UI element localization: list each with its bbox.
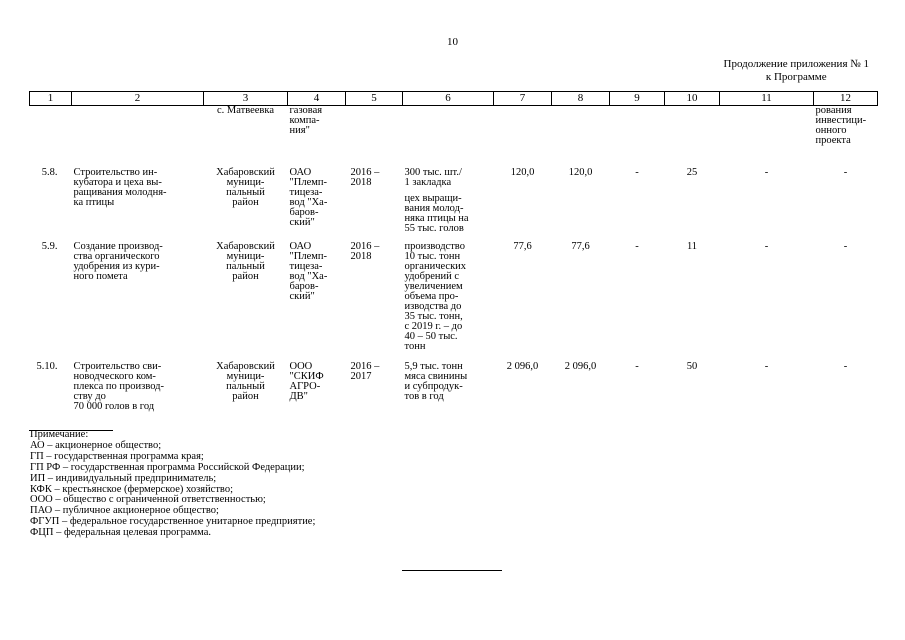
note-line: ГП – государственная программа края; (30, 450, 204, 462)
row-value-12: - (843, 361, 848, 372)
cell-line: 2017 (350, 371, 372, 382)
cell-line: район (232, 197, 259, 208)
cell-line: удобрений с (404, 271, 460, 282)
note-line: КФК – крестьянское (фермерское) хозяйство; (30, 483, 233, 495)
cell-line: Создание производ- (73, 241, 163, 252)
header-col-8: 8 (552, 92, 610, 106)
cell-line: 2018 (350, 177, 372, 188)
cell-line: онного (815, 125, 847, 136)
row-period (346, 146, 403, 234)
cell-line: цех выращи- (404, 193, 462, 204)
program-table (29, 91, 878, 412)
cell-line: 70 000 голов в год (73, 401, 155, 412)
row-value-12: - (843, 241, 848, 252)
cell-line: ский" (289, 291, 315, 302)
row-location (204, 352, 288, 412)
cell-line: ния" (289, 125, 310, 136)
header-col-12: 12 (814, 92, 878, 106)
cell-line: муници- (226, 371, 265, 382)
cell-line: тонн (404, 341, 426, 352)
cell-line: ращивания молодня- (73, 187, 167, 198)
cell-line: газовая (289, 105, 323, 116)
row-value-7: 2 096,0 (506, 361, 539, 372)
table-row (30, 146, 878, 234)
cell-line: район (232, 271, 259, 282)
cell-line: 55 тыс. голов (404, 223, 464, 234)
cell-line: пальный (226, 381, 265, 392)
cell-line: 300 тыс. шт./ (404, 167, 462, 178)
cell-line: баров- (289, 281, 319, 292)
carry-col1 (30, 106, 72, 147)
cell-line: вод "Ха- (289, 197, 328, 208)
note-line: ПАО – публичное акционерное общество; (30, 505, 219, 517)
header-row (30, 92, 878, 106)
row-result (403, 352, 494, 412)
cell-line: 10 тыс. тонн (404, 251, 461, 262)
cell-line: тицеза- (289, 187, 323, 198)
header-col-10: 10 (665, 92, 720, 106)
row-location (204, 146, 288, 234)
carry-col5 (346, 106, 403, 147)
header-col-7: 7 (494, 92, 552, 106)
cell-line: 5,9 тыс. тонн (404, 361, 463, 372)
cell-line: изводства до (404, 301, 462, 312)
cell-line: с 2019 г. – до (404, 321, 463, 332)
cell-line: "СКИФ (289, 371, 324, 382)
row-executor (288, 234, 346, 352)
cell-line: няка птицы на (404, 213, 469, 224)
carry-col7 (494, 106, 552, 147)
cell-line: муници- (226, 251, 265, 262)
cell-line: "Племп- (289, 177, 328, 188)
row-period (346, 352, 403, 412)
cell-line: ОАО (289, 167, 312, 178)
cell-line: "Племп- (289, 251, 328, 262)
cell-line: тицеза- (289, 261, 323, 272)
cell-line: ский" (289, 217, 315, 228)
cell-line: и субпродук- (404, 381, 463, 392)
cell-line: инвестици- (815, 115, 867, 126)
row-value-11: - (764, 361, 769, 372)
cell-line: объема про- (404, 291, 459, 302)
row-value-11: - (764, 241, 769, 252)
header-col-9: 9 (610, 92, 665, 106)
carry-col10 (665, 106, 720, 147)
row-value-10: 25 (686, 167, 698, 178)
row-name (72, 146, 204, 234)
cell-line: органических (404, 261, 467, 272)
note-line: ФГУП – федеральное государственное унитарное предприятие; (30, 516, 316, 528)
cell-line: кубатора и цеха вы- (73, 177, 162, 188)
cell-line: Строительство ин- (73, 167, 158, 178)
carry-col12 (814, 106, 878, 147)
carry-col6 (403, 106, 494, 147)
cell-line: район (232, 391, 259, 402)
cell-line: Хабаровский (216, 167, 275, 178)
cell-line: пальный (226, 187, 265, 198)
page-bottom-divider (402, 570, 502, 571)
continuation-line-2: к Программе (765, 71, 827, 83)
row-executor (288, 352, 346, 412)
carry-location: с. Матвеевка (216, 105, 274, 116)
row-name (72, 352, 204, 412)
row-period (346, 234, 403, 352)
cell-line: производство (404, 241, 465, 252)
cell-line: рования (815, 105, 852, 116)
row-location (204, 234, 288, 352)
row-result (403, 146, 494, 234)
carry-col9 (610, 106, 665, 147)
cell-line: увеличением (404, 281, 463, 292)
row-value-9: - (635, 361, 639, 372)
table-row (30, 352, 878, 412)
note-line: ГП РФ – государственная программа Российской Федерации; (30, 461, 305, 473)
notes-title: Примечание: (30, 429, 89, 440)
row-value-9: - (635, 167, 639, 178)
cell-line: баров- (289, 207, 319, 218)
cell-line: 2018 (350, 251, 372, 262)
row-number: 5.10. (36, 361, 58, 372)
cell-line: ООО (289, 361, 313, 372)
cell-line: АГРО- (289, 381, 321, 392)
cell-line: удобрения из кури- (73, 261, 160, 272)
carryover-row (30, 106, 878, 147)
cell-line: вания молод- (404, 203, 464, 214)
row-result (403, 234, 494, 352)
row-value-11: - (764, 167, 769, 178)
page-number: 10 (447, 36, 458, 48)
cell-line: вод "Ха- (289, 271, 328, 282)
cell-line: Хабаровский (216, 241, 275, 252)
continuation-line-1: Продолжение приложения № 1 (723, 58, 869, 70)
note-line: ФЦП – федеральная целевая программа. (30, 527, 212, 539)
cell-line: 2016 – (350, 241, 380, 252)
row-name (72, 234, 204, 352)
header-col-5: 5 (346, 92, 403, 106)
carry-col2 (72, 106, 204, 147)
header-col-1: 1 (30, 92, 72, 106)
cell-line: Хабаровский (216, 361, 275, 372)
row-number: 5.8. (41, 167, 58, 178)
cell-line: компа- (289, 115, 320, 126)
row-value-7: 77,6 (513, 241, 532, 252)
carry-col11 (720, 106, 814, 147)
cell-line: ка птицы (73, 197, 115, 208)
cell-line: ства органического (73, 251, 160, 262)
row-executor (288, 146, 346, 234)
cell-line: ного помета (73, 271, 128, 282)
header-col-3: 3 (204, 92, 288, 106)
cell-line: Строительство сви- (73, 361, 162, 372)
row-value-8: 2 096,0 (564, 361, 597, 372)
cell-line: проекта (815, 135, 851, 146)
header-col-2: 2 (72, 92, 204, 106)
header-col-6: 6 (403, 92, 494, 106)
cell-line: 1 закладка (404, 177, 452, 188)
note-line: ООО – общество с ограниченной ответственностью; (30, 494, 266, 506)
note-line: ИП – индивидуальный предприниматель; (30, 472, 217, 484)
row-value-9: - (635, 241, 639, 252)
row-number: 5.9. (41, 241, 58, 252)
cell-line: ОАО (289, 241, 312, 252)
cell-line: мяса свинины (404, 371, 468, 382)
cell-line: плекса по производ- (73, 381, 164, 392)
cell-line: 35 тыс. тонн, (404, 311, 463, 322)
carry-executor (288, 106, 346, 147)
cell-line: ДВ" (289, 391, 308, 402)
row-value-8: 77,6 (571, 241, 590, 252)
row-value-10: 50 (686, 361, 698, 372)
cell-line: ству до (73, 391, 106, 402)
cell-line: 2016 – (350, 167, 380, 178)
row-value-7: 120,0 (510, 167, 535, 178)
cell-line: новодческого ком- (73, 371, 156, 382)
cell-line: пальный (226, 261, 265, 272)
cell-line: муници- (226, 177, 265, 188)
carry-col8 (552, 106, 610, 147)
cell-line: 2016 – (350, 361, 380, 372)
notes-block (30, 430, 315, 539)
note-line: АО – акционерное общество; (30, 439, 162, 451)
continuation-heading (724, 58, 869, 84)
cell-line: 40 – 50 тыс. (404, 331, 458, 342)
row-value-8: 120,0 (568, 167, 593, 178)
row-value-10: 11 (686, 241, 698, 252)
row-value-12: - (843, 167, 848, 178)
header-col-11: 11 (720, 92, 814, 106)
header-col-4: 4 (288, 92, 346, 106)
table-row (30, 234, 878, 352)
cell-line: тов в год (404, 391, 444, 402)
